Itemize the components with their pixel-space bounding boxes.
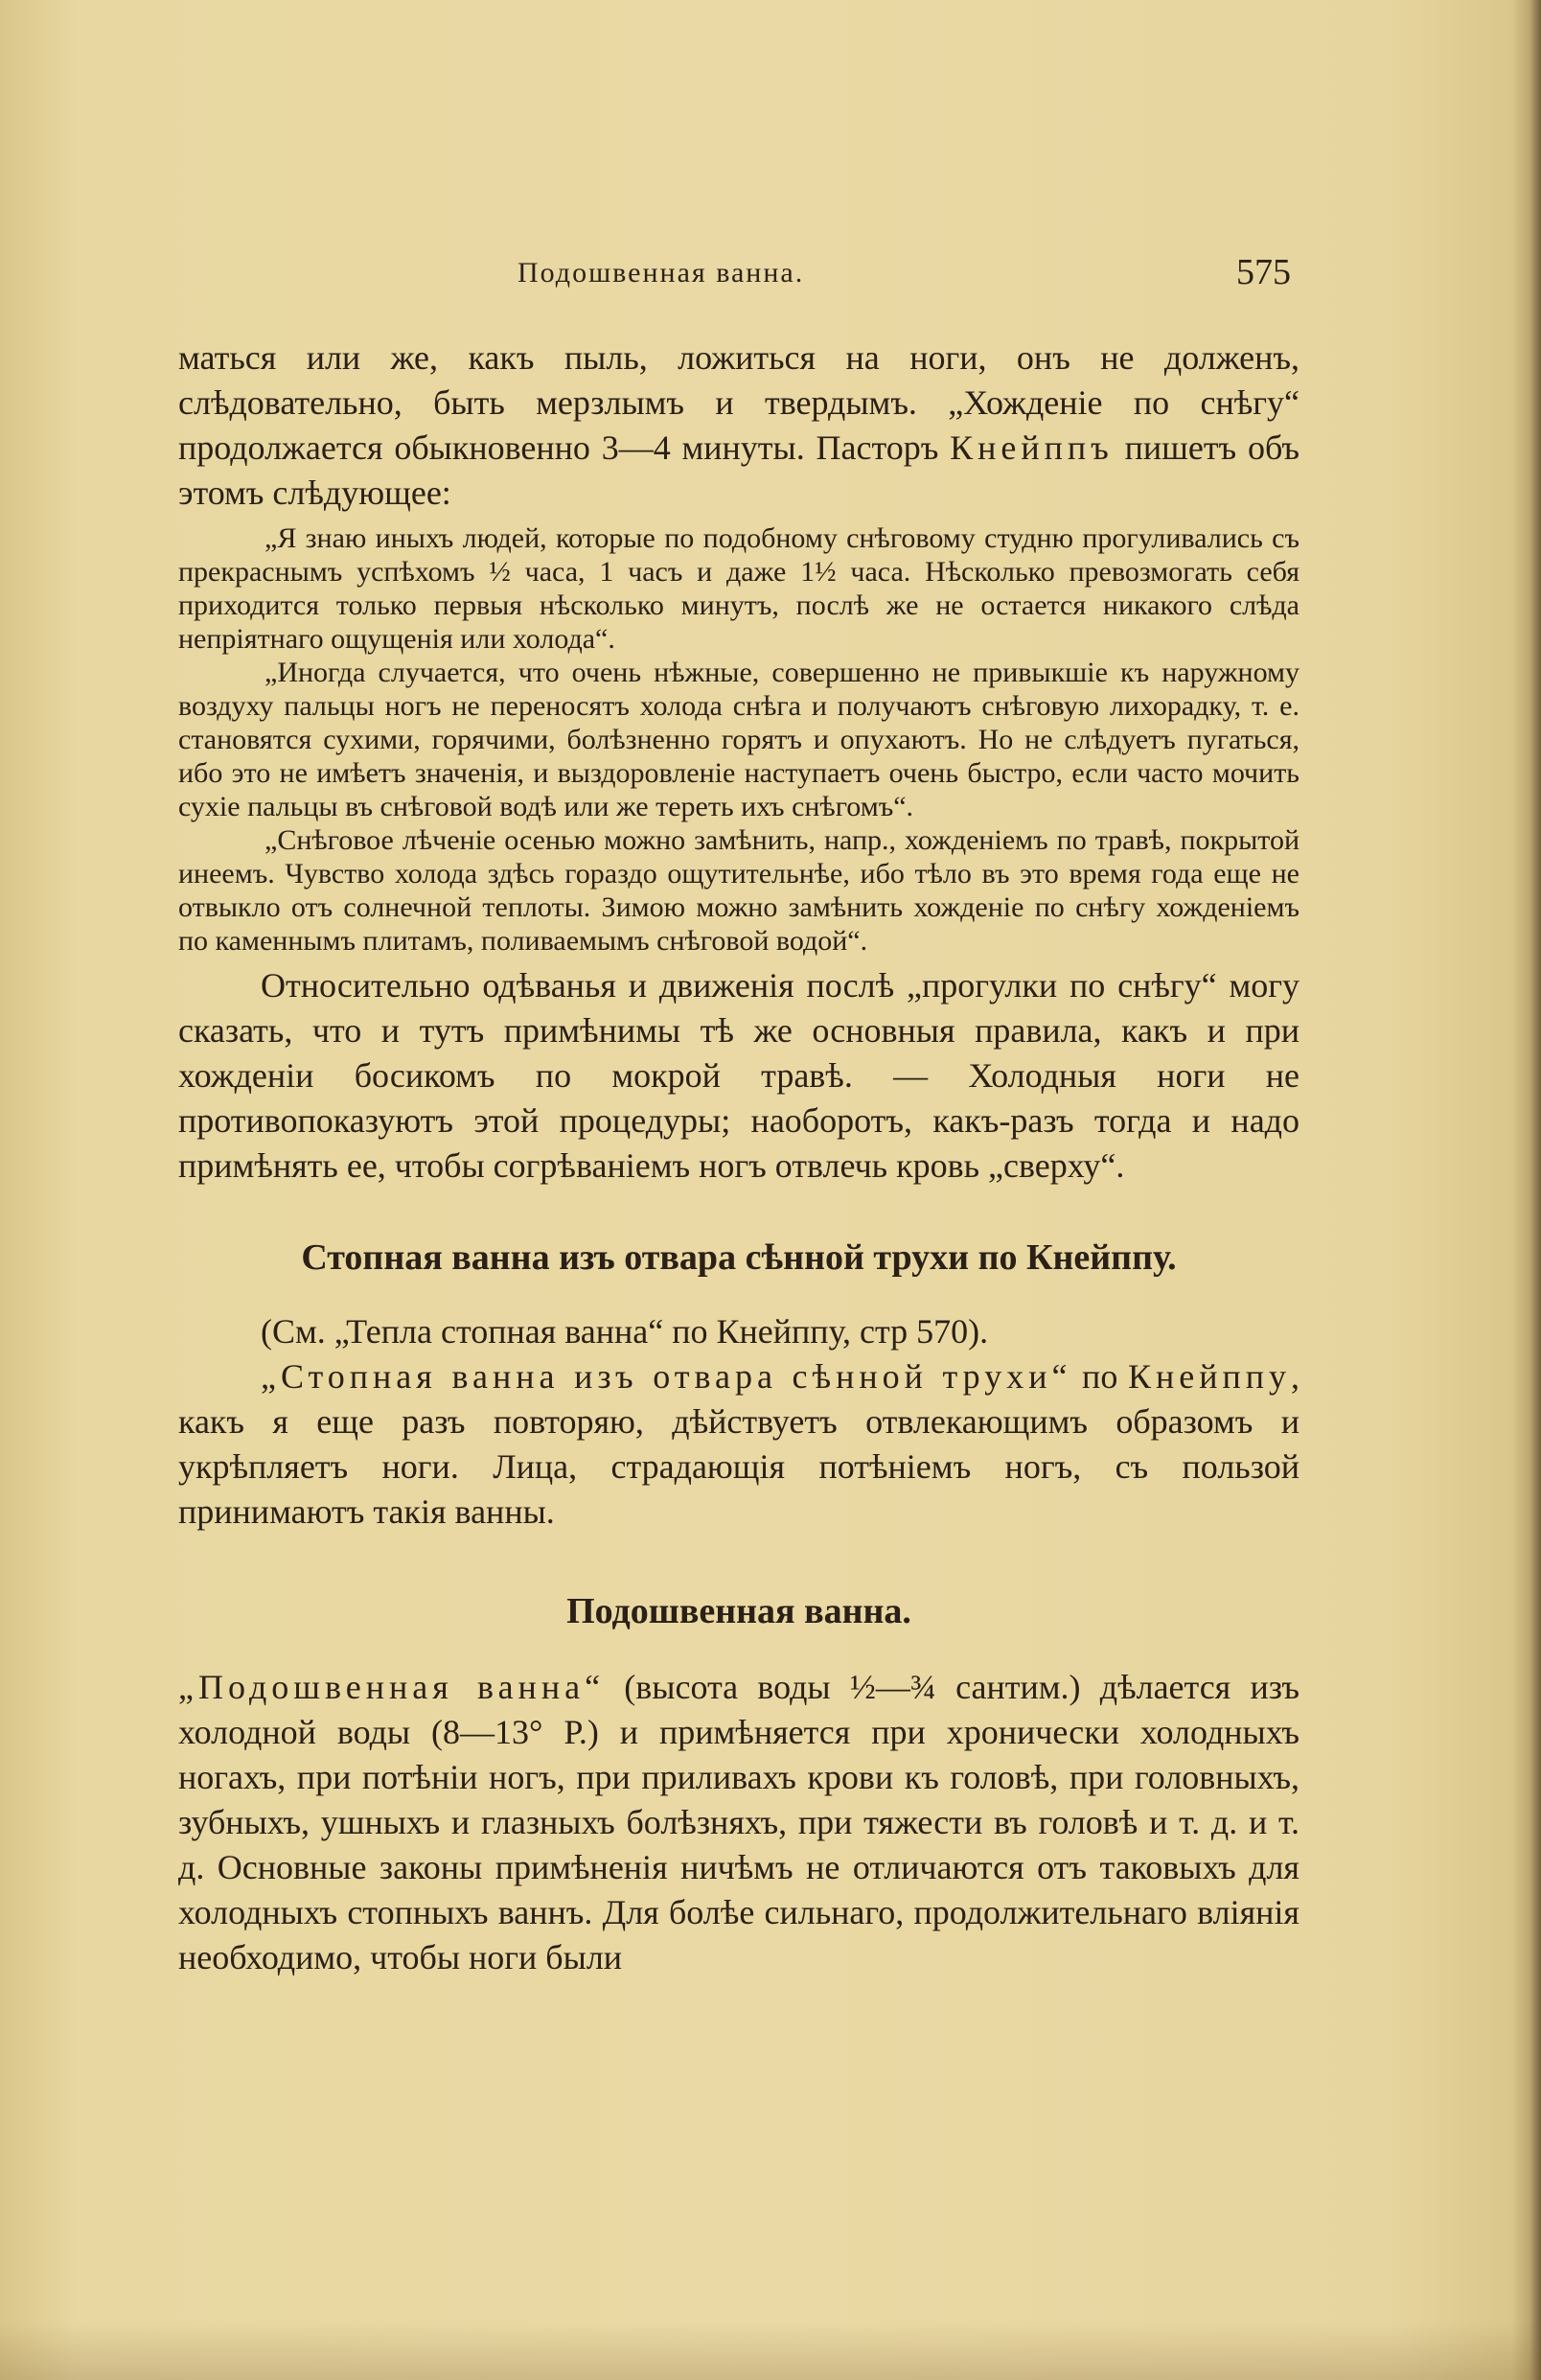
cross-reference: (См. „Тепла стопная ванна“ по Кнейппу, стр 570). [261, 1312, 989, 1351]
quote-paragraph-2: „Иногда случается, что очень нѣжные, совершенно не привыкшіе къ наружному воздуху пальцы ногъ не переносятъ холода снѣга и получаютъ снѣговую лихорадку, т. е. становятся сухими, горячими, болѣзненно горятъ и опухаютъ. Но не слѣдуетъ пугаться, ибо это не имѣетъ значенія, и выздоровленіе наступаетъ очень быстро, если часто мочить сухіе пальцы въ снѣговой водѣ или же тереть ихъ снѣгомъ“. [178, 657, 1300, 822]
paragraph-clothing-movement: Относительно одѣванья и движенія послѣ „прогулки по снѣгу“ могу сказать, что и тутъ примѣнимы тѣ же основныя правила, какъ и при хожденіи босикомъ по мокрой травѣ. — Холодныя ноги не противопоказуютъ этой процедуры; наоборотъ, какъ-разъ тогда и надо примѣнять ее, чтобы согрѣваніемъ ногъ отвлечь кровь „сверху“. [178, 966, 1300, 1185]
paragraph-continuation [178, 335, 1300, 516]
page-number: 575 [1236, 252, 1291, 292]
text-column [178, 335, 1300, 1980]
running-header: Подошвенная ванна. [518, 257, 805, 289]
paragraph-hay-bath-mid: по [1071, 1357, 1128, 1396]
term-sole-bath-spaced: „Подошвенная ванна“ [178, 1668, 606, 1706]
paragraph-hay-bath-rest: , какъ я еще разъ повторяю, дѣйствуетъ отвлекающимъ образомъ и укрѣпляетъ ноги. Лица, страдающія потѣніемъ ногъ, съ пользой принимаютъ такія ванны. [178, 1357, 1300, 1531]
paragraph-sole-bath-rest: (высота воды ½—¾ сантим.) дѣлается изъ холодной воды (8—13° Р.) и примѣняется при хронически холодныхъ ногахъ, при потѣніи ногъ, при приливахъ крови къ головѣ, при головныхъ, зубныхъ, ушныхъ и глазныхъ болѣзняхъ, при тяжести въ головѣ и т. д. и т. д. Основные законы примѣненія ничѣмъ не отличаются отъ таковыхъ для холодныхъ стопныхъ ваннъ. Для болѣе сильнаго, продолжительнаго вліянія необходимо, чтобы ноги были [178, 1668, 1300, 1976]
paragraph-sole-bath [178, 1665, 1300, 1980]
page-edge-shadow [1512, 0, 1541, 2380]
quote-paragraph-3: „Снѣговое лѣченіе осенью можно замѣнить, напр., хожденіемъ по травѣ, покрытой инеемъ. Чувство холода здѣсь гораздо ощутительнѣе, ибо тѣло въ это время года еще не отвыкло отъ солнечной теплоты. Зимою можно замѣнить хожденіе по снѣгу хожденіемъ по каменнымъ плитамъ, поливаемымъ снѣговой водой“. [178, 824, 1300, 957]
quote-paragraph-1: „Я знаю иныхъ людей, которые по подобному снѣговому студню прогуливались съ прекраснымъ успѣхомъ ½ часа, 1 часъ и даже 1½ часа. Нѣсколько превозмогать себя приходится только первыя нѣсколько минутъ, послѣ же не остается никакого слѣда непріятнаго ощущенія или холода“. [178, 522, 1300, 655]
section-heading-hay-bath: Стопная ванна изъ отвара сѣнной трухи по Кнейппу. [301, 1237, 1177, 1278]
paragraph-lead-text: маться или же, какъ пыль, ложиться на ноги, онъ не долженъ, слѣдовательно, быть мерзлымъ и твердымъ. „Хожденіе по снѣгу“ продолжается обыкновенно 3—4 минуты. Пасторъ [178, 338, 1300, 467]
author-name-spaced-2: Кнейппу [1127, 1357, 1292, 1396]
page-bottom-shade [0, 2322, 1541, 2380]
paragraph-tail-text: пишетъ объ этомъ слѣдующее: [178, 428, 1300, 512]
paragraph-hay-bath [178, 1354, 1300, 1535]
author-name-spaced: Кнейппъ [950, 428, 1114, 467]
term-hay-bath-spaced: „Стопная ванна изъ отвара сѣнной трухи“ [261, 1357, 1072, 1396]
quotation-block [178, 521, 1300, 958]
section-heading-sole-bath: Подошвенная ванна. [566, 1591, 911, 1631]
